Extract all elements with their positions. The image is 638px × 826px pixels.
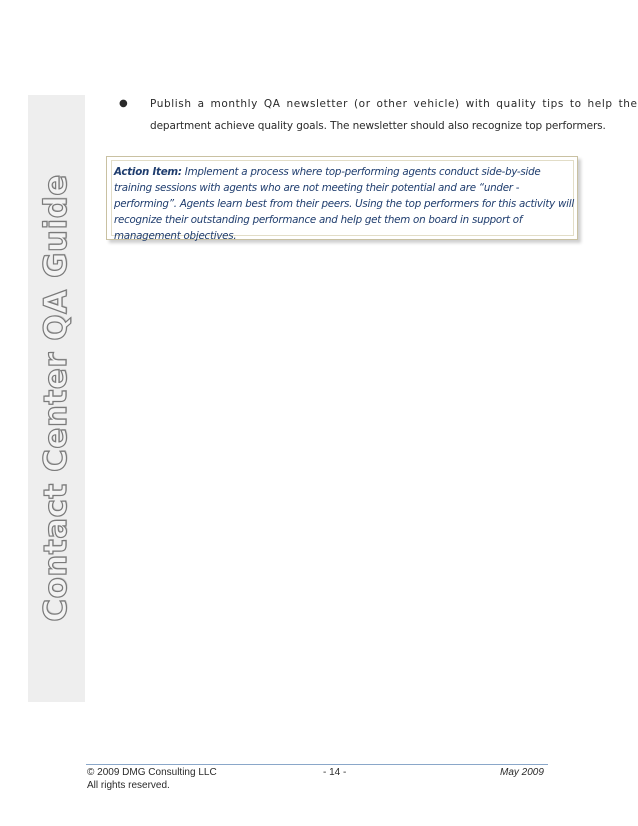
bullet-item — [117, 93, 638, 137]
action-item-line-5: management objectives. — [114, 230, 237, 242]
action-item-line-4: recognize their outstanding performance and help get them on board in support of — [114, 214, 523, 226]
action-item-text-1: Implement a process where top-performing agents conduct side-by-side — [181, 166, 541, 178]
footer-copyright-text: 2009 DMG Consulting LLC — [97, 767, 217, 778]
bullet-text-line-2: department achieve quality goals. The newsletter should also recognize top performers. — [150, 120, 606, 132]
footer-divider — [86, 764, 548, 765]
footer-copyright — [87, 767, 217, 778]
footer-rights: All rights reserved. — [87, 780, 170, 791]
footer-date: May 2009 — [500, 767, 544, 778]
action-item-line-1 — [114, 164, 573, 180]
action-item-box — [106, 156, 578, 240]
copyright-icon: © — [87, 767, 98, 778]
action-item-line-2: training sessions with agents who are not meeting their potential and are “under - — [114, 182, 520, 194]
page-number: - 14 - — [323, 767, 347, 778]
action-item-line-3: performing”. Agents learn best from their peers. Using the top performers for this activity will — [114, 198, 575, 210]
bullet-text-line-1: Publish a monthly QA newsletter (or other vehicle) with quality tips to help the — [150, 98, 638, 110]
action-item-content — [111, 160, 575, 242]
action-item-label: Action Item: — [114, 166, 182, 178]
sidebar-title: Contact Center QA Guide — [38, 174, 74, 622]
bullet-dot-icon: ● — [119, 98, 128, 109]
